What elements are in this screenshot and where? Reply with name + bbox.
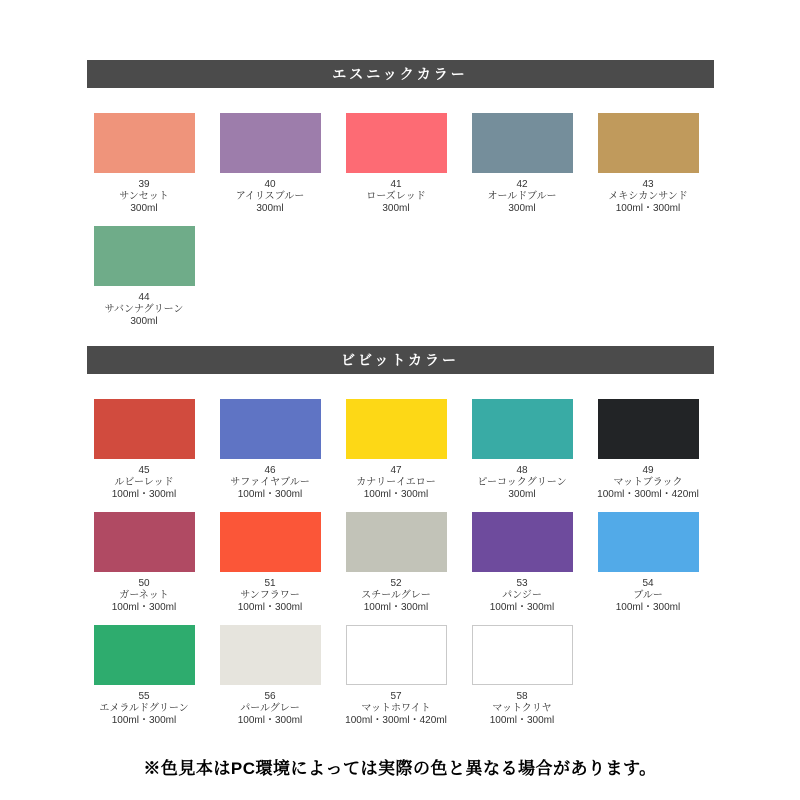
color-cell bbox=[220, 399, 321, 512]
color-cell bbox=[94, 625, 195, 738]
section-header-vivid bbox=[87, 346, 714, 374]
color-cell bbox=[472, 399, 573, 512]
color-cell bbox=[598, 512, 699, 625]
color-sizes: 100ml・300ml bbox=[615, 203, 681, 214]
color-sizes: 300ml bbox=[382, 203, 410, 214]
color-name: サンセット bbox=[119, 191, 169, 202]
color-swatch bbox=[346, 512, 447, 572]
color-cell bbox=[346, 625, 447, 738]
color-number: 42 bbox=[516, 179, 528, 190]
color-swatch bbox=[94, 399, 195, 459]
color-swatch bbox=[220, 625, 321, 685]
color-swatch bbox=[346, 625, 447, 685]
color-swatch bbox=[94, 512, 195, 572]
color-name: エメラルドグリーン bbox=[99, 703, 189, 714]
swatch-grid-ethnic bbox=[87, 113, 714, 339]
color-name: パンジー bbox=[502, 590, 542, 601]
color-sizes: 100ml・300ml bbox=[237, 489, 303, 500]
color-swatch bbox=[94, 113, 195, 173]
color-name: オールドブルー bbox=[487, 191, 557, 202]
color-number: 55 bbox=[138, 691, 150, 702]
color-sizes: 100ml・300ml bbox=[363, 489, 429, 500]
color-swatch bbox=[598, 512, 699, 572]
color-cell bbox=[220, 625, 321, 738]
color-name: ガーネット bbox=[119, 590, 169, 601]
color-name: マットブラック bbox=[613, 477, 683, 488]
color-swatch bbox=[220, 113, 321, 173]
color-sizes: 300ml bbox=[130, 203, 158, 214]
color-name: パールグレー bbox=[240, 703, 300, 714]
color-swatch bbox=[346, 113, 447, 173]
color-number: 44 bbox=[138, 292, 150, 303]
color-cell bbox=[472, 113, 573, 226]
section-header-ethnic bbox=[87, 60, 714, 88]
color-number: 58 bbox=[516, 691, 528, 702]
color-name: ルビーレッド bbox=[114, 477, 174, 488]
color-swatch bbox=[472, 512, 573, 572]
color-number: 40 bbox=[264, 179, 276, 190]
color-swatch bbox=[220, 512, 321, 572]
color-name: マットホワイト bbox=[361, 703, 431, 714]
color-number: 49 bbox=[642, 465, 654, 476]
color-name: マットクリヤ bbox=[492, 703, 552, 714]
color-cell bbox=[94, 113, 195, 226]
color-sizes: 100ml・300ml bbox=[237, 715, 303, 726]
color-cell bbox=[598, 113, 699, 226]
color-sizes: 300ml bbox=[508, 489, 536, 500]
swatch-grid-vivid bbox=[87, 399, 714, 738]
color-cell bbox=[94, 226, 195, 339]
content-area bbox=[87, 0, 714, 779]
color-cell bbox=[220, 113, 321, 226]
color-number: 43 bbox=[642, 179, 654, 190]
color-swatch bbox=[94, 226, 195, 286]
color-swatch bbox=[472, 399, 573, 459]
color-sizes: 300ml bbox=[130, 316, 158, 327]
color-number: 39 bbox=[138, 179, 150, 190]
color-number: 56 bbox=[264, 691, 276, 702]
color-sizes: 100ml・300ml bbox=[111, 715, 177, 726]
color-sizes: 100ml・300ml bbox=[489, 715, 555, 726]
color-number: 51 bbox=[264, 578, 276, 589]
color-name: スチールグレー bbox=[361, 590, 431, 601]
color-name: サバンナグリーン bbox=[104, 304, 184, 315]
section-title: エスニックカラー bbox=[332, 66, 468, 82]
color-cell bbox=[598, 399, 699, 512]
color-number: 54 bbox=[642, 578, 654, 589]
color-sizes: 100ml・300ml・420ml bbox=[345, 715, 447, 726]
color-number: 57 bbox=[390, 691, 402, 702]
color-swatch bbox=[220, 399, 321, 459]
color-cell bbox=[94, 512, 195, 625]
color-sizes: 100ml・300ml・420ml bbox=[597, 489, 699, 500]
color-sizes: 100ml・300ml bbox=[237, 602, 303, 613]
color-sizes: 100ml・300ml bbox=[111, 602, 177, 613]
color-cell bbox=[346, 399, 447, 512]
color-sizes: 100ml・300ml bbox=[489, 602, 555, 613]
color-name: サファイヤブルー bbox=[230, 477, 310, 488]
color-cell bbox=[472, 512, 573, 625]
color-cell bbox=[472, 625, 573, 738]
color-number: 52 bbox=[390, 578, 402, 589]
color-name: ブルー bbox=[633, 590, 663, 601]
color-name: ローズレッド bbox=[366, 191, 426, 202]
color-number: 45 bbox=[138, 465, 150, 476]
color-swatch bbox=[472, 113, 573, 173]
color-cell bbox=[346, 512, 447, 625]
color-cell bbox=[94, 399, 195, 512]
color-sizes: 100ml・300ml bbox=[111, 489, 177, 500]
color-number: 46 bbox=[264, 465, 276, 476]
color-swatch bbox=[598, 113, 699, 173]
color-number: 50 bbox=[138, 578, 150, 589]
color-cell bbox=[346, 113, 447, 226]
color-name: ピーコックグリーン bbox=[477, 477, 567, 488]
color-name: メキシカンサンド bbox=[608, 191, 688, 202]
color-sizes: 100ml・300ml bbox=[615, 602, 681, 613]
color-swatch bbox=[598, 399, 699, 459]
color-cell bbox=[220, 512, 321, 625]
color-number: 47 bbox=[390, 465, 402, 476]
color-sizes: 300ml bbox=[256, 203, 284, 214]
color-sizes: 100ml・300ml bbox=[363, 602, 429, 613]
color-swatch bbox=[346, 399, 447, 459]
color-name: アイリスブルー bbox=[235, 191, 305, 202]
color-name: カナリーイエロー bbox=[356, 477, 436, 488]
disclaimer-note: ※色見本はPC環境によっては実際の色と異なる場合があります。 bbox=[143, 759, 657, 778]
color-number: 48 bbox=[516, 465, 528, 476]
color-swatch bbox=[472, 625, 573, 685]
section-title: ビビットカラー bbox=[340, 352, 460, 368]
color-number: 53 bbox=[516, 578, 528, 589]
color-swatch bbox=[94, 625, 195, 685]
color-name: サンフラワー bbox=[240, 590, 300, 601]
color-number: 41 bbox=[390, 179, 402, 190]
color-sizes: 300ml bbox=[508, 203, 536, 214]
